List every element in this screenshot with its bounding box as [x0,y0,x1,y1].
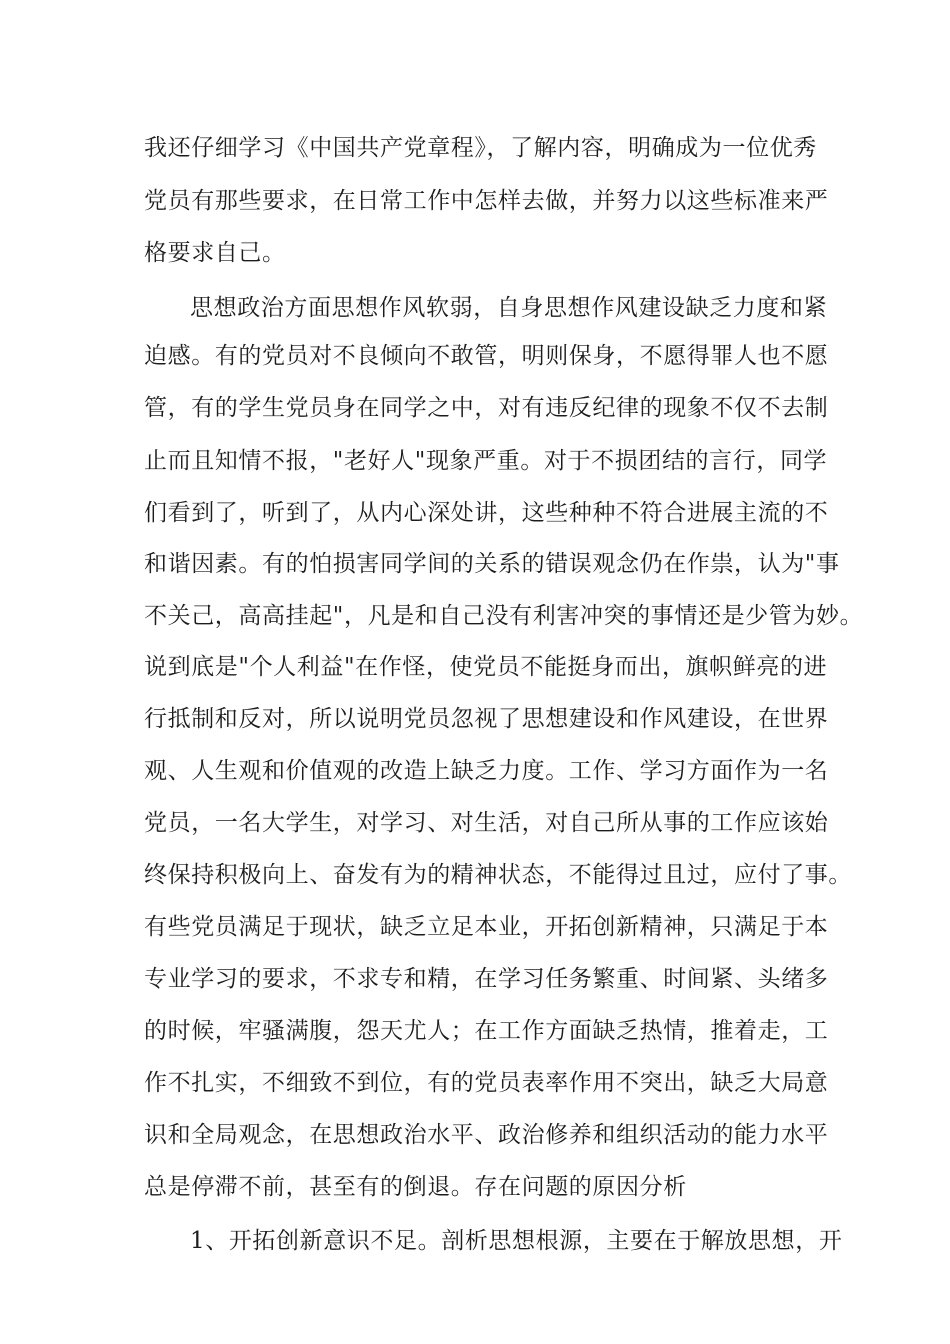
text-line: 说到底是"个人利益"在作怪，使党员不能挺身而出，旗帜鲜亮的进 [144,654,828,680]
text-line: 党员，一名大学生，对学习、对生活，对自己所从事的工作应该始 [144,810,829,836]
text-line: 我还仔细学习《中国共产党章程》，了解内容，明确成为一位优秀 [144,135,817,161]
text-line: 不关己，高高挂起"，凡是和自己没有利害冲突的事情还是少管为妙。 [144,603,864,629]
text-line: 迫感。有的党员对不良倾向不敢管，明则保身，不愿得罪人也不愿 [144,343,829,369]
text-line: 作不扎实，不细致不到位，有的党员表率作用不突出，缺乏大局意 [144,1070,829,1096]
text-line: 党员有那些要求，在日常工作中怎样去做，并努力以这些标准来严 [144,188,829,214]
paragraph-start-line: 思想政治方面思想作风软弱，自身思想作风建设缺乏力度和紧 [190,295,828,321]
text-line: 行抵制和反对，所以说明党员忽视了思想建设和作风建设，在世界 [144,706,829,732]
text-line: 识和全局观念，在思想政治水平、政治修养和组织活动的能力水平 [144,1122,829,1148]
text-line: 观、人生观和价值观的改造上缺乏力度。工作、学习方面作为一名 [144,758,829,784]
text-line: 管，有的学生党员身在同学之中，对有违反纪律的现象不仅不去制 [144,395,829,421]
text-line: 总是停滞不前，甚至有的倒退。存在问题的原因分析 [144,1174,687,1200]
text-line: 止而且知情不报，"老好人"现象严重。对于不损团结的言行，同学 [144,448,828,474]
text-line: 终保持积极向上、奋发有为的精神状态，不能得过且过，应付了事。 [144,862,852,888]
paragraph-start-line: 1、开拓创新意识不足。剖析思想根源，主要在于解放思想，开 [190,1228,843,1254]
text-line: 的时候，牢骚满腹，怨天尤人；在工作方面缺乏热情，推着走，工 [144,1018,829,1044]
text-line: 专业学习的要求，不求专和精，在学习任务繁重、时间紧、头绪多 [144,966,829,992]
text-line: 们看到了，听到了，从内心深处讲，这些种种不符合进展主流的不 [144,500,829,526]
text-line: 和谐因素。有的怕损害同学间的关系的错误观念仍在作祟，认为"事 [144,551,840,577]
text-line: 格要求自己。 [144,240,286,266]
text-line: 有些党员满足于现状，缺乏立足本业，开拓创新精神，只满足于本 [144,914,829,940]
